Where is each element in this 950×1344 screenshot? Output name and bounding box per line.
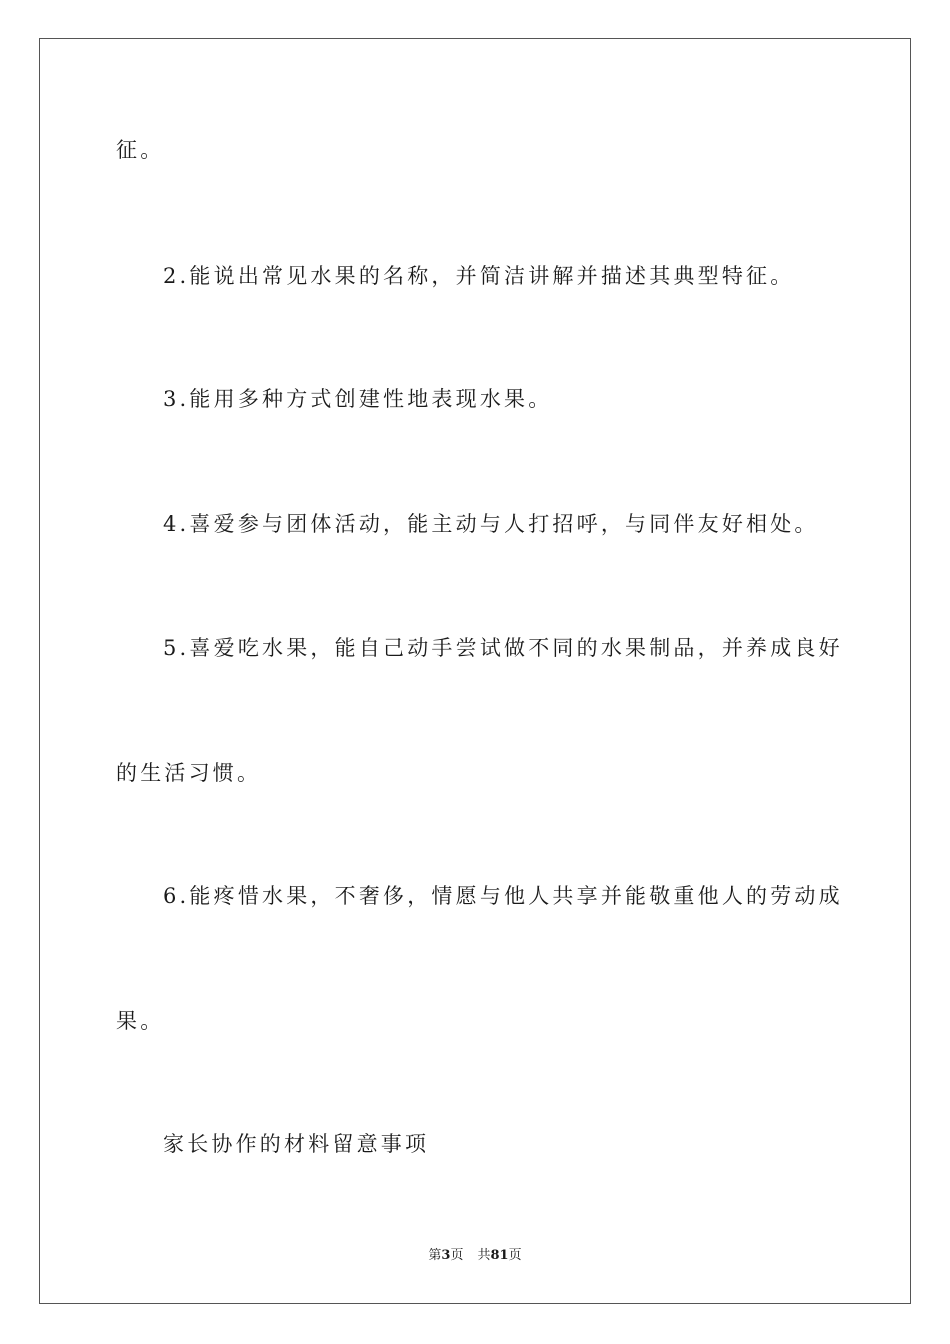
footer-total-prefix: 共 bbox=[477, 1248, 491, 1263]
objective-item-2: 2.能说出常见水果的名称，并简洁讲解并描述其典型特征。 bbox=[163, 264, 795, 288]
objective-item-5-continuation: 的生活习惯。 bbox=[116, 761, 262, 785]
section-heading: 家长协作的材料留意事项 bbox=[163, 1132, 430, 1156]
footer-current-page: 3 bbox=[441, 1248, 451, 1263]
footer-total-pages: 81 bbox=[490, 1248, 509, 1263]
footer-page-suffix: 页 bbox=[450, 1248, 464, 1263]
objective-item-4: 4.喜爱参与团体活动，能主动与人打招呼，与同伴友好相处。 bbox=[163, 512, 819, 536]
objective-item-6-continuation: 果。 bbox=[116, 1009, 165, 1033]
footer-page-prefix: 第 bbox=[428, 1248, 442, 1263]
objective-item-5: 5.喜爱吃水果，能自己动手尝试做不同的水果制品，并养成良好 bbox=[163, 636, 843, 660]
page-footer bbox=[0, 1247, 950, 1265]
objective-item-3: 3.能用多种方式创建性地表现水果。 bbox=[163, 387, 553, 411]
footer-total-suffix: 页 bbox=[508, 1248, 522, 1263]
objective-item-6: 6.能疼惜水果，不奢侈，情愿与他人共享并能敬重他人的劳动成 bbox=[163, 884, 843, 908]
paragraph-continuation: 征。 bbox=[116, 138, 165, 162]
page-border bbox=[39, 38, 911, 1304]
